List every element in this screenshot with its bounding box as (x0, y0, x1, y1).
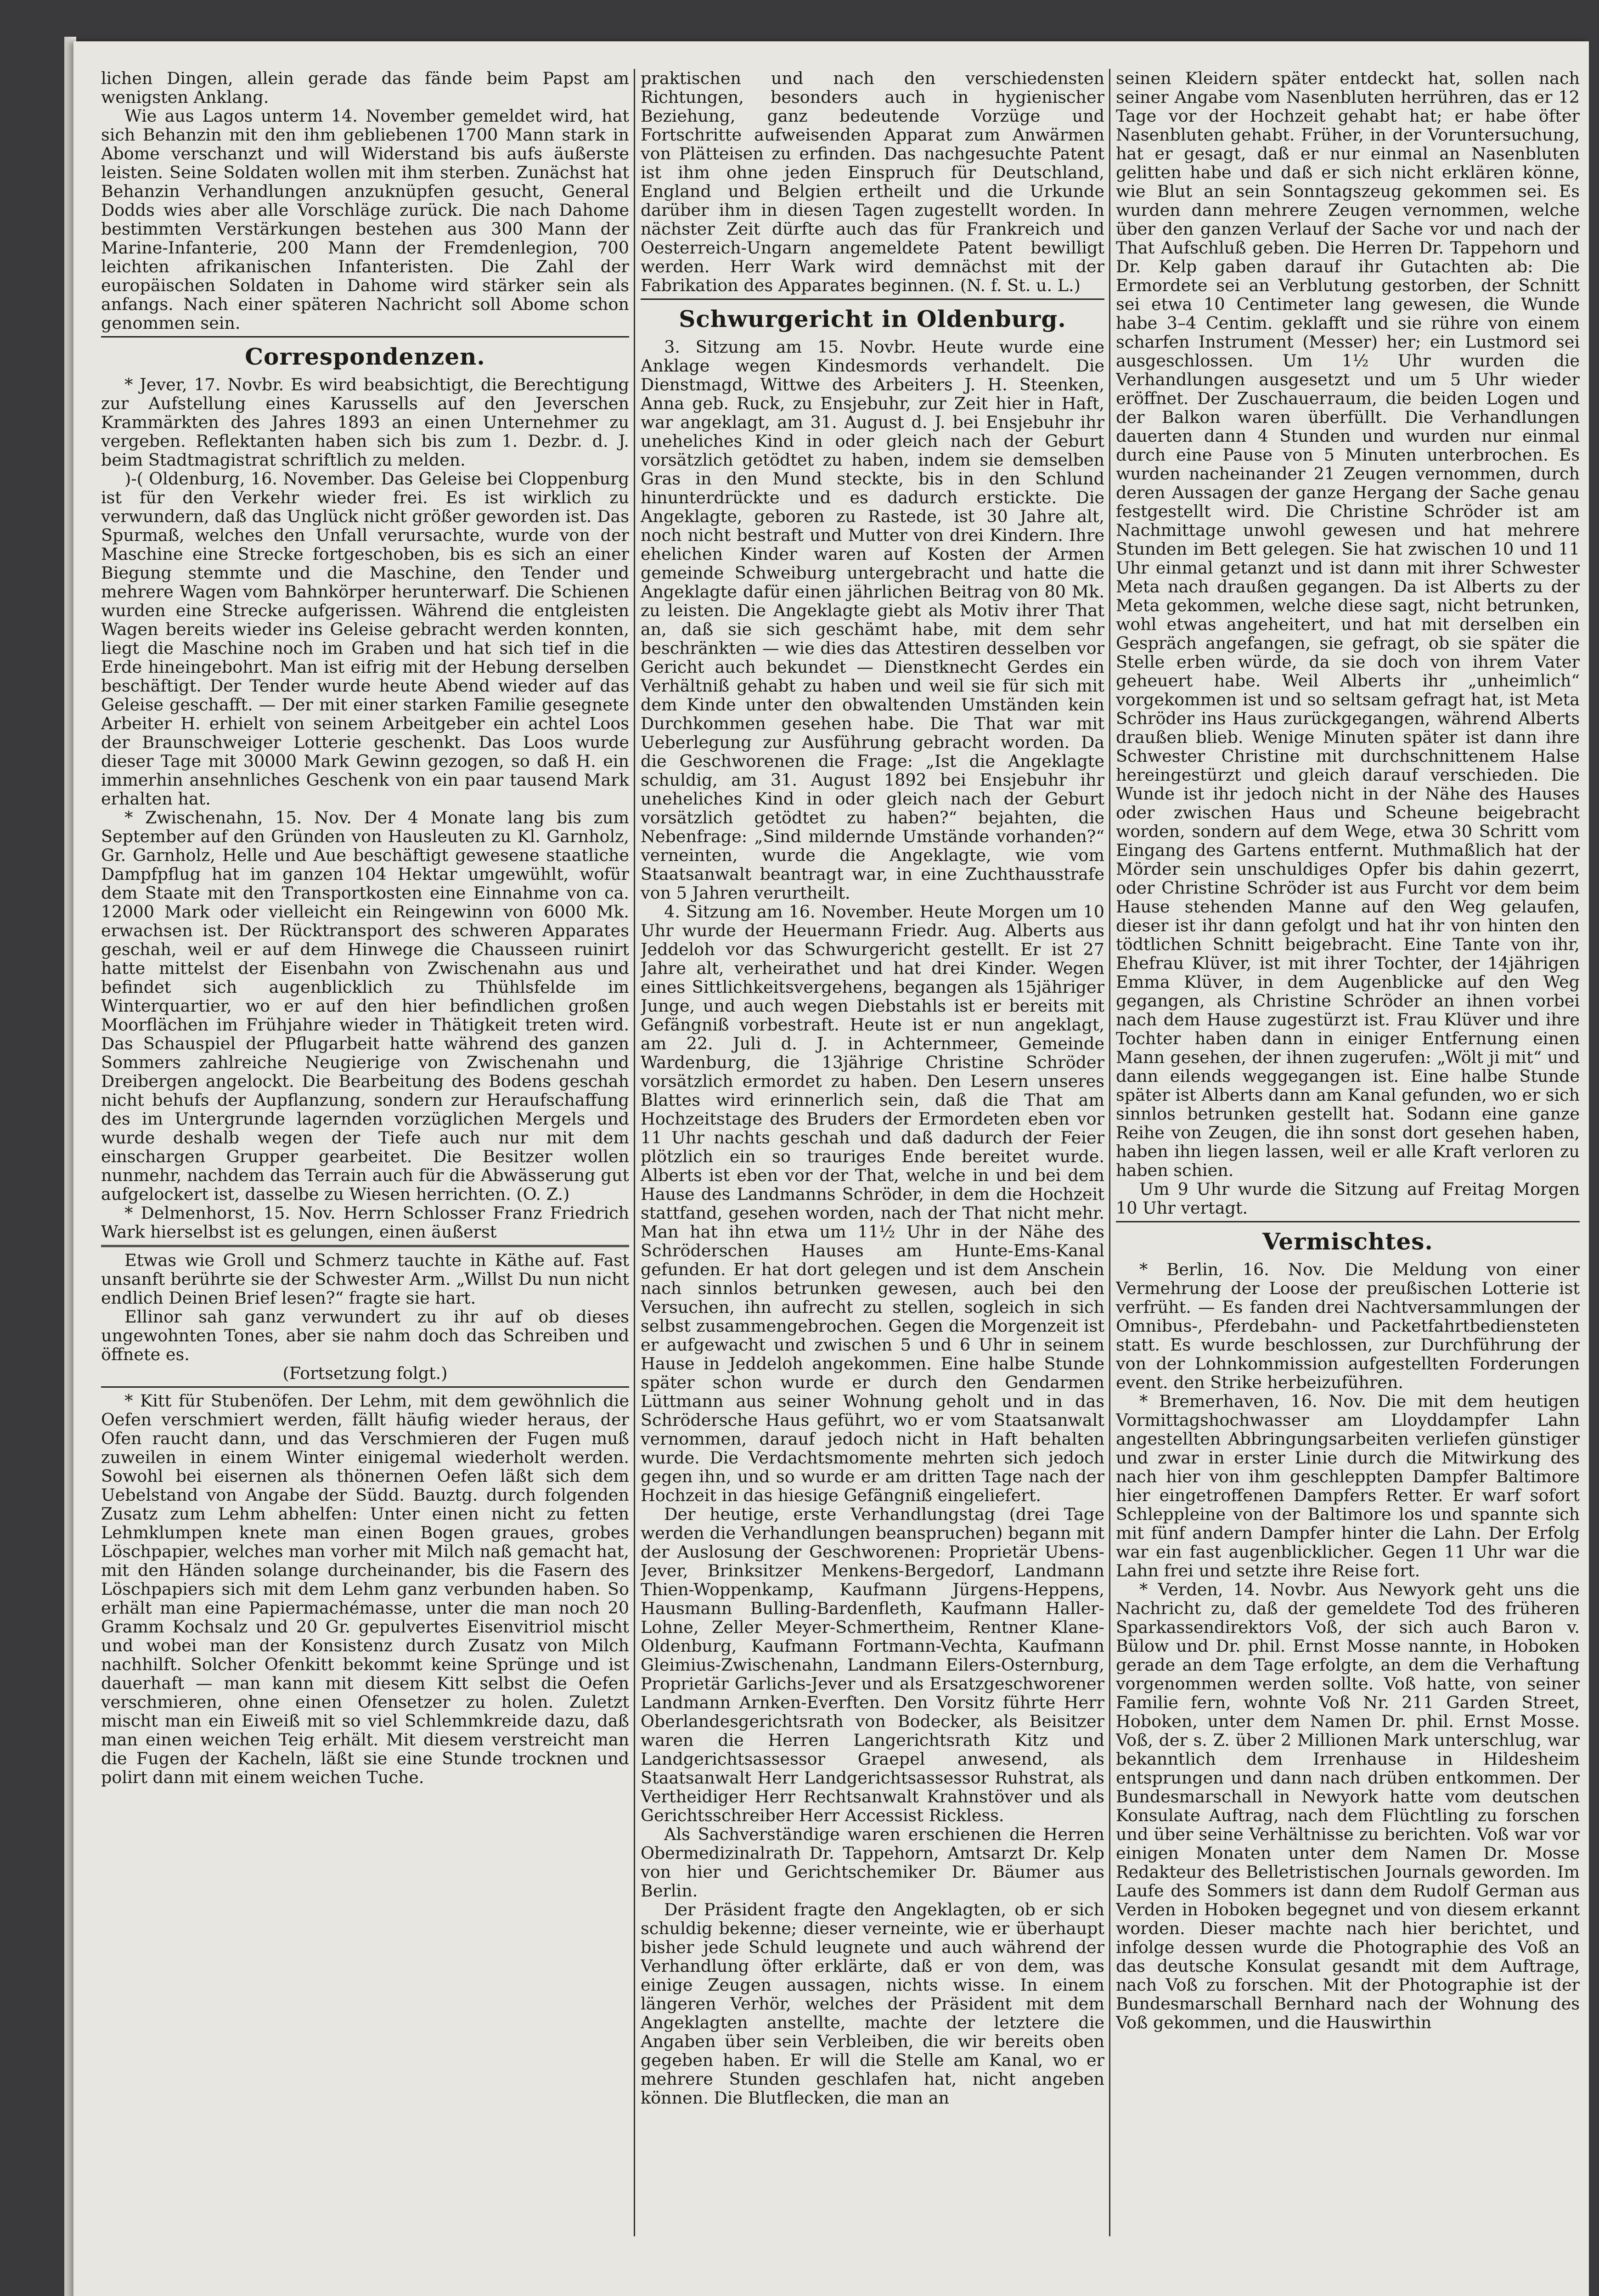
column-divider (1109, 69, 1110, 2236)
divider (101, 1245, 629, 1247)
paragraph: * Berlin, 16. Nov. Die Meldung von einer Vermehrung der Loose der preußischen Lotterie ist verfrüht. — Es fanden drei Nachtversammlungen der Omnibus-, Pferdebahn- und Packetfahrtbediensteten statt. Es wurde beschlossen, zur Durchführung der von der Lohnkommission aufgestellten Forderungen event. den Strike herbeizuführen. (1116, 1260, 1580, 1392)
divider (1116, 1221, 1580, 1222)
paragraph: * Zwischenahn, 15. Nov. Der 4 Monate lang bis zum September auf den Gründen von Hausleuten zu Kl. Garnholz, Gr. Garnholz, Helle und Aue beschäftigt gewesene staatliche Dampfpflug hat im ganzen 104 Hektar umgewühlt, wofür dem Staate mit den Transportkosten eine Einnahme von ca. 12000 Mark oder vielleicht ein Reingewinn von 6000 Mk. erwachsen ist. Der Rücktransport des schweren Apparates geschah, weil er auf dem Hinwege die Chausseen ruinirt hatte mittelst der Eisenbahn von Zwischenahn aus und befindet sich augenblicklich zu Thühlsfelde im Winterquartier, wo er auf den hier befindlichen großen Moorflächen im Frühjahre wieder in Thätigkeit treten wird. Das Schauspiel der Pflugarbeit hatte während des ganzen Sommers zahlreiche Neugierige von Zwischenahn und Dreibergen angelockt. Die Bearbeitung des Bodens geschah nicht behufs der Aupflanzung, sondern zur Heraufschaffung des im Untergrunde lagernden vorzüglichen Mergels und wurde deshalb wegen der Tiefe auch nur mit dem einschargen Grupper gearbeitet. Die Besitzer wollen nunmehr, nachdem das Terrain auch für die Abwässerung gut aufgelockert ist, dasselbe zu Wiesen herrichten. (O. Z.) (101, 808, 629, 1204)
paragraph: Wie aus Lagos unterm 14. November gemeldet wird, hat sich Behanzin mit den ihm gebliebenen 1700 Mann stark in Abome verschanzt und will Widerstand bis aufs äußerste leisten. Seine Soldaten wollen mit ihm sterben. Zunächst hat Behanzin Verhandlungen anzuknüpfen gesucht, General Dodds wies aber alle Vorschläge zurück. Die nach Dahome bestimmten Verstärkungen bestehen aus 300 Mann der Marine-Infanterie, 200 Mann der Fremdenlegion, 700 leichten afrikanischen Infanteristen. Die Zahl der europäischen Soldaten in Dahome wird stärker sein als anfangs. Nach einer späteren Nachricht soll Abome schon genommen sein. (101, 106, 629, 333)
section-heading: Correspondenzen. (245, 343, 485, 370)
paragraph: 3. Sitzung am 15. Novbr. Heute wurde eine Anklage wegen Kindesmords verhandelt. Die Dienstmagd, Wittwe des Arbeiters J. H. Steenken, Anna geb. Ruck, zu Ensjebuhr, zur Zeit hier in Haft, war angeklagt, am 31. August d. J. bei Ensjebuhr ihr uneheliches Kind in oder gleich nach der Geburt vorsätzlich getödtet zu haben, indem sie demselben Gras in den Mund steckte, bis in den Schlund hinunterdrückte und es dadurch erstickte. Die Angeklagte, geboren zu Rastede, ist 30 Jahre alt, noch nicht bestraft und Mutter von drei Kindern. Ihre ehelichen Kinder waren auf Kosten der Armen gemeinde Schweiburg untergebracht und hatte die Angeklagte dafür einen jährlichen Beitrag von 80 Mk. zu leisten. Die Angeklagte giebt als Motiv ihrer That an, daß sie sich geschämt habe, mit dem sehr beschränkten — wie dies das Attestiren desselben vor Gericht auch bekundet — Dienstknecht Gerdes ein Verhältniß gehabt zu haben und weil sie für sich mit dem Kinde unter den obwaltenden Umständen kein Durchkommen gesehen habe. Die That war mit Ueberlegung zur Ausführung gebracht worden. Da die Geschworenen die Frage: „Ist die Angeklagte schuldig, am 31. August 1892 bei Ensjebuhr ihr uneheliches Kind in oder gleich nach der Geburt vorsätzlich getödtet zu haben?“ bejahten, die Nebenfrage: „Sind mildernde Umstände vorhanden?“ verneinten, wurde die Angeklagte, wie vom Staatsanwalt beantragt war, in eine Zuchthausstrafe von 5 Jahren verurtheilt. (641, 337, 1104, 903)
paragraph: * Jever, 17. Novbr. Es wird beabsichtigt, die Berechtigung zur Aufstellung eines Karussells auf den Jeverschen Krammärkten des Jahres 1893 an einen Unternehmer zu vergeben. Reflektanten haben sich bis zum 1. Dezbr. d. J. beim Stadtmagistrat schriftlich zu melden. (101, 375, 629, 470)
paragraph: Etwas wie Groll und Schmerz tauchte in Käthe auf. Fast unsanft berührte sie der Schwester Arm. „Willst Du nun nicht endlich Deinen Brief lesen?“ fragte sie hart. (101, 1250, 629, 1308)
paragraph: * Kitt für Stubenöfen. Der Lehm, mit dem gewöhnlich die Oefen verschmiert werden, fällt häufig wieder heraus, der Ofen raucht dann, und das Verschmieren der Fugen muß zuweilen in einem Winter einigemal wiederholt werden. Sowohl bei eisernen als thönernen Oefen läßt sich dem Uebelstand von Angabe der Südd. Bauztg. durch folgenden Zusatz zum Lehm abhelfen: Unter einen nicht zu fetten Lehmklumpen knete man einen Bogen graues, grobes Löschpapier, welches man vorher mit Milch naß gemacht hat, mit den Händen solange durcheinander, bis die Fasern des Löschpapiers sich mit dem Lehm ganz verbunden haben. So erhält man eine Papiermachémasse, unter die man noch 20 Gramm Kochsalz und 20 Gr. gepulvertes Eisenvitriol mischt und wobei man der Konsistenz durch Zusatz von Milch nachhilft. Solcher Ofenkitt bekommt keine Sprünge und ist dauerhaft — man kann mit diesem Kitt selbst die Oefen verschmieren, ohne einen Ofensetzer zu holen. Zuletzt mischt man ein Eiweiß mit so viel Schlemmkreide dazu, daß man einen weichen Teig erhält. Mit diesem verstreicht man die Fugen der Kacheln, läßt sie eine Stunde trocknen und polirt dann mit einem weichen Tuche. (101, 1391, 629, 1787)
paragraph: lichen Dingen, allein gerade das fände beim Papst am wenigsten Anklang. (101, 69, 629, 107)
paragraph: * Verden, 14. Novbr. Aus Newyork geht uns die Nachricht zu, daß der gemeldete Tod des früheren Sparkassendirektors Voß, der sich auch Baron v. Bülow und Dr. phil. Ernst Mosse nannte, in Hoboken gerade an dem Tage erfolgte, an dem die Verhaftung vorgenommen werden sollte. Voß hatte, von seiner Familie fern, wohnte Voß Nr. 211 Garden Street, Hoboken, unter dem Namen Dr. phil. Ernst Mosse. Voß, der s. Z. über 2 Millionen Mark unterschlug, war bekanntlich dem Irrenhause in Hildesheim entsprungen und dann nach drüben entkommen. Der Bundesmarschall in Newyork hatte vom deutschen Konsulate Auftrag, nach dem Flüchtling zu forschen und über seine Verhältnisse zu berichten. Voß war vor einigen Monaten unter dem Namen Dr. Mosse Redakteur des Belletristischen Journals geworden. Im Laufe des Sommers ist dann dem Rudolf German aus Verden in Hoboken begegnet und von diesem erkannt worden. Dieser machte nach hier berichtet, und infolge dessen wurde die Photographie des Voß an das deutsche Konsulat gesandt mit dem Auftrage, nach Voß zu forschen. Mit der Photographie ist der Bundesmarschall Bernhard nach der Wohnung des Voß gekommen, und die Hauswirthin (1116, 1580, 1580, 2032)
divider (101, 1386, 629, 1388)
column-divider (634, 69, 635, 2236)
divider (101, 336, 629, 338)
column-3 (1116, 69, 1580, 2236)
paragraph: * Bremerhaven, 16. Nov. Die mit dem heutigen Vormittagshochwasser am Lloyddampfer Lahn angestellten Abbringungsarbeiten verliefen günstiger und zwar in erster Linie durch die Mitwirkung des nach hier von ihm geschleppten Dampfer Baltimore hier eingetroffenen Dampfers Retter. Er warf sofort Schleppleine von der Baltimore los und spannte sich mit fünf andern Dampfer hinter die Lahn. Der Erfolg war ein fast augenblicklicher. Gegen 11 Uhr war die Lahn frei und setzte ihre Reise fort. (1116, 1391, 1580, 1581)
paragraph: * Delmenhorst, 15. Nov. Herrn Schlosser Franz Friedrich Wark hierselbst ist es gelungen, einen äußerst (101, 1203, 629, 1242)
paragraph: seinen Kleidern später entdeckt hat, sollen nach seiner Angabe vom Nasenbluten herrühren, das er 12 Tage vor der Hochzeit gehabt hat; er habe öfter Nasenbluten gehabt. Früher, in der Voruntersuchung, hat er gesagt, daß er nur einmal an Nasenbluten gelitten habe und daß er sich nicht erklären könne, wie Blut an sein Sonntagszeug gekommen sei. Es wurden dann mehrere Zeugen vernommen, welche über den ganzen Verlauf der Sache vor und nach der That Aufschluß geben. Die Herren Dr. Tappehorn und Dr. Kelp gaben darauf ihr Gutachten ab: Die Ermordete sei an Verblutung gestorben, der Schnitt sei etwa 10 Centimeter lang gewesen, die Wunde habe 3–4 Centim. geklafft und sie rühre von einem scharfen Instrument (Messer) her; ein Lustmord sei ausgeschlossen. Um 1½ Uhr wurden die Verhandlungen ausgesetzt und um 5 Uhr wieder eröffnet. Der Zuschauerraum, die beiden Logen und der Balkon waren überfüllt. Die Verhandlungen dauerten dann 4 Stunden und wurden nur einmal durch eine Pause von 5 Minuten unterbrochen. Es wurden nacheinander 21 Zeugen vernommen, durch deren Aussagen der ganze Hergang der Sache genau festgestellt wird. Die Christine Schröder ist am Nachmittage unwohl gewesen und hat mehrere Stunden im Bett gelegen. Sie hat zwischen 10 und 11 Uhr einmal getanzt und ist dann mit ihrer Schwester Meta nach draußen gegangen. Da ist Alberts zu der Meta gekommen, welche diese sagt, nicht betrunken, wohl etwas angeheitert, und hat mit derselben ein Gespräch angefangen, sie gefragt, ob sie später die Stelle erben würde, da sie doch von ihrem Vater geheuert habe. Weil Alberts ihr „unheimlich“ vorgekommen ist und so seltsam gefragt hat, ist Meta Schröder ins Haus zurückgegangen, während Alberts draußen blieb. Wenige Minuten später ist dann ihre Schwester Christine mit durchschnittenem Halse hereingestürzt und gleich darauf verschieden. Die Wunde ist ihr jedoch nicht in der Nähe des Hauses oder zwischen Haus und Scheune beigebracht worden, sondern auf dem Wege, etwa 30 Schritt vom Eingang des Gartens entfernt. Muthmaßlich hat der Mörder sein unschuldiges Opfer bis dahin gezerrt, oder Christine Schröder ist aus Furcht vor dem beim Hause stehenden Manne auf den Weg gelaufen, dieser ist ihr dann gefolgt und hat ihr von hinten den tödtlichen Schnitt beigebracht. Eine Tante von ihr, Ehefrau Klüver, ist mit ihrer Tochter, der 14jährigen Emma Klüver, in dem Augenblicke auf den Weg gegangen, als Christine Schröder an ihnen vorbei nach dem Hause zugestürzt ist. Frau Klüver und ihre Tochter haben dann in einiger Entfernung einen Mann gesehen, der ihnen zugerufen: „Wölt ji mit“ und dann eilends weggegangen ist. Eine halbe Stunde später ist Alberts dann am Kanal gefunden, wo er sich sinnlos betrunken gestellt hat. Sodann eine ganze Reihe von Zeugen, die ihn sonst dort gesehen haben, haben ihn liegen lassen, weil er alle Kraft verloren zu haben schien. (1116, 69, 1580, 1180)
paragraph: Um 9 Uhr wurde die Sitzung auf Freitag Morgen 10 Uhr vertagt. (1116, 1179, 1580, 1218)
paragraph: Der heutige, erste Verhandlungstag (drei Tage werden die Verhandlungen beanspruchen) begann mit der Auslosung der Geschworenen: Proprietär Ubens-Jever, Brinksitzer Menkens-Bergedorf, Landmann Thien-Woppenkamp, Kaufmann Jürgens-Heppens, Hausmann Bulling-Bardenfleth, Kaufmann Haller-Lohne, Zeller Meyer-Schmertheim, Rentner Klane-Oldenburg, Kaufmann Fortmann-Vechta, Kaufmann Gleimius-Zwischenahn, Landmann Eilers-Osternburg, Proprietär Garlichs-Jever und als Ersatzgeschworener Landmann Arnken-Everften. Den Vorsitz führte Herr Oberlandesgerichtsrath von Bodecker, als Beisitzer waren die Herren Langerichtsrath Kitz und Landgerichtsassessor Graepel anwesend, als Staatsanwalt Herr Landgerichtsassessor Ruhstrat, als Vertheidiger Herr Rechtsanwalt Krahnstöver und als Gerichtsschreiber Herr Accessist Rickless. (641, 1504, 1104, 1825)
paragraph: )-( Oldenburg, 16. November. Das Geleise bei Cloppenburg ist für den Verkehr wieder frei. Es ist wirklich zu verwundern, daß das Unglück nicht größer geworden ist. Das Spurmaß, welches den Unfall verursachte, wurde von der Maschine eine Strecke fortgeschoben, bis es sich an einer Biegung stemmte und die Maschine, den Tender und mehrere Wagen vom Bahnkörper herunterwarf. Die Schienen wurden eine Strecke aufgerissen. Während die entgleisten Wagen bereits wieder ins Geleise gebracht werden konnten, liegt die Maschine noch im Graben und hat sich tief in die Erde hineingebohrt. Man ist eifrig mit der Hebung derselben beschäftigt. Der Tender wurde heute Abend wieder auf das Geleise geschafft. — Der mit einer starken Familie gesegnete Arbeiter H. erhielt von seinem Arbeitgeber ein achtel Loos der Braunschweiger Lotterie geschenkt. Das Loos wurde dieser Tage mit 30000 Mark Gewinn gezogen, so daß H. ein immerhin ansehnliches Geschenk von ein paar tausend Mark erhalten hat. (101, 469, 629, 809)
divider (641, 298, 1104, 300)
continuation-note: (Fortsetzung folgt.) (282, 1363, 448, 1383)
paragraph: 4. Sitzung am 16. November. Heute Morgen um 10 Uhr wurde der Heuermann Friedr. Aug. Alberts aus Jeddeloh vor das Schwurgericht gestellt. Er ist 27 Jahre alt, verheirathet und hat drei Kinder. Wegen eines Sittlichkeitsvergehens, begangen als 15jähriger Junge, und auch wegen Diebstahls ist er bereits mit Gefängniß vorbestraft. Heute ist er nun angeklagt, am 22. Juli d. J. in Achternmeer, Gemeinde Wardenburg, die 13jährige Christine Schröder vorsätzlich ermordet zu haben. Den Lesern unseres Blattes wird erinnerlich sein, daß die That am Hochzeitstage des Bruders der Ermordeten eben vor 11 Uhr nachts geschah und daß dadurch der Feier plötzlich ein so trauriges Ende bereitet wurde. Alberts ist eben vor der That, welche in und bei dem Hause des Landmanns Schröder, in dem die Hochzeit stattfand, gesehen worden, nach der That nicht mehr. Man hat ihn etwa um 11½ Uhr in der Nähe des Schröderschen Hauses am Hunte-Ems-Kanal gefunden. Er hat dort gelegen und ist dem Anschein nach sinnlos betrunken gewesen, auch bei den Versuchen, ihn aufrecht zu stellen, sogleich in sich selbst zusammengebrochen. Gegen die Morgenzeit ist er aufgewacht und zwischen 5 und 6 Uhr in seinem Hause in Jeddeloh angekommen. Eine halbe Stunde später schon wurde er durch den Gendarmen Lüttmann aus seiner Wohnung geholt und in das Schrödersche Haus geführt, wo er vom Staatsanwalt vernommen, darauf jedoch nicht in Haft behalten wurde. Die Verdachtsmomente mehrten sich jedoch gegen ihn, und so wurde er am dritten Tage nach der Hochzeit in das hiesige Gefängniß eingeliefert. (641, 902, 1104, 1505)
section-heading: Schwurgericht in Oldenburg. (679, 305, 1066, 332)
column-1 (101, 69, 629, 2236)
section-heading: Vermischtes. (1262, 1228, 1433, 1255)
paragraph: Der Präsident fragte den Angeklagten, ob er sich schuldig bekenne; dieser verneinte, wie er überhaupt bisher jede Schuld leugnete und auch während der Verhandlung öfter erklärte, daß er von dem, was einige Zeugen aussagen, nichts wisse. In einem längeren Verhör, welches der Präsident mit dem Angeklagten anstellte, machte der letztere die Angaben über sein Verbleiben, die wir bereits oben gegeben haben. Er will die Stelle am Kanal, wo er mehrere Stunden geschlafen hat, nicht angeben können. Die Blutflecken, die man an (641, 1900, 1104, 2108)
paragraph: praktischen und nach den verschiedensten Richtungen, besonders auch in hygienischer Beziehung, ganz bedeutende Vorzüge und Fortschritte aufweisenden Apparat zum Anwärmen von Plätteisen zu erfinden. Das nachgesuchte Patent ist ihm ohne jeden Einspruch für Deutschland, England und Belgien ertheilt und die Urkunde darüber ihm in diesen Tagen zugestellt worden. In nächster Zeit dürfte auch das für Frankreich und Oesterreich-Ungarn angemeldete Patent bewilligt werden. Herr Wark wird demnächst mit der Fabrikation des Apparates beginnen. (N. f. St. u. L.) (641, 69, 1104, 295)
column-2 (641, 69, 1104, 2236)
paragraph: Als Sachverständige waren erschienen die Herren Obermedizinalrath Dr. Tappehorn, Amtsarzt Dr. Kelp von hier und Gerichtschemiker Dr. Bäumer aus Berlin. (641, 1824, 1104, 1901)
paragraph: Ellinor sah ganz verwundert zu ihr auf ob dieses ungewohnten Tones, aber sie nahm doch das Schreiben und öffnete es. (101, 1307, 629, 1364)
